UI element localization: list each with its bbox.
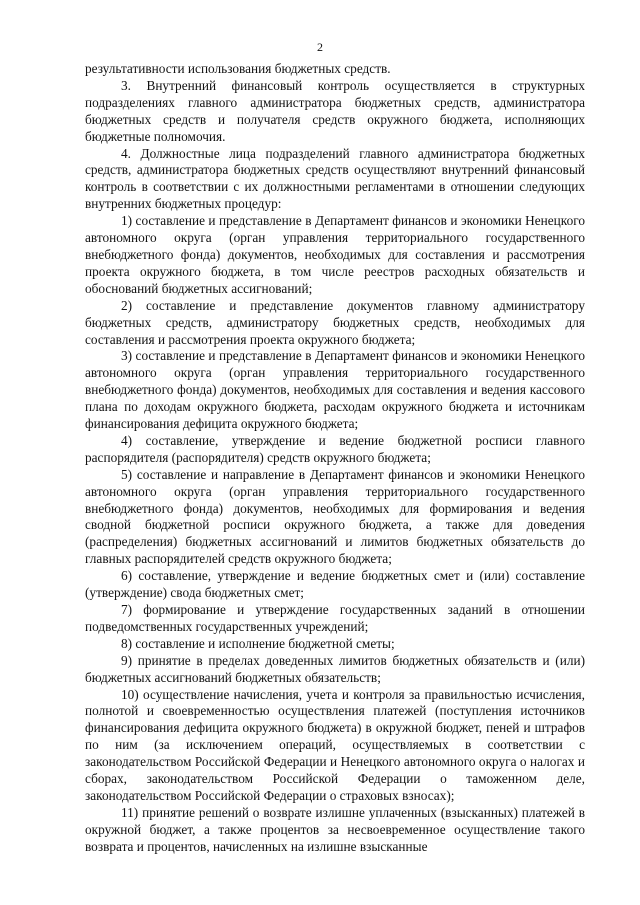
paragraph: результативности использования бюджетных средств.	[85, 61, 391, 76]
paragraph: 6) составление, утверждение и ведение бюджетных смет и (или) составление (утверждение) свода бюджетных смет;	[85, 568, 585, 601]
paragraph: 8) составление и исполнение бюджетной сметы;	[121, 635, 395, 651]
page-number: 2	[317, 40, 323, 54]
paragraph: 3) составление и представление в Департамент финансов и экономики Ненецкого автономного округа (орган управления территориального государственного внебюджетного фонда) документов, необходимых для составления и ведения кассового плана по доходам окружного бюджета, расходам окружного бюджета и источникам финансирования дефицита окружного бюджета;	[85, 348, 585, 432]
paragraph: 2) составление и представление документов главному администратору бюджетных средств, администратору бюджетных средств, необходимых для составления и рассмотрения проекта окружного бюджета;	[85, 297, 585, 347]
paragraph: 11) принятие решений о возврате излишне уплаченных (взысканных) платежей в окружной бюджет, а также процентов за несвоевременное осуществление такого возврата и процентов, начисленных на излишне взысканные	[85, 804, 585, 854]
paragraph: 4) составление, утверждение и ведение бюджетной росписи главного распорядителя (распорядителя) средств окружного бюджета;	[85, 432, 585, 465]
paragraph: 1) составление и представление в Департамент финансов и экономики Ненецкого автономного округа (орган управления территориального государственного внебюджетного фонда) документов, необходимых для составления и рассмотрения проекта окружного бюджета, в том числе реестров расходных обязательств и обоснований бюджетных ассигнований;	[85, 213, 585, 296]
paragraph: 5) составление и направление в Департамент финансов и экономики Ненецкого автономного округа (орган управления территориального государственного внебюджетного фонда) документов, необходимых для формирования и ведения сводной бюджетной росписи окружного бюджета, а также для доведения (распределения) бюджетных ассигнований и лимитов бюджетных обязательств до главных распорядителей средств окружного бюджета;	[85, 466, 585, 567]
paragraph: 9) принятие в пределах доведенных лимитов бюджетных обязательств и (или) бюджетных ассигнований бюджетных обязательств;	[85, 652, 585, 685]
document-body	[85, 61, 585, 856]
paragraph: 10) осуществление начисления, учета и контроля за правильностью исчисления, полнотой и своевременностью осуществления платежей (поступления источников финансирования дефицита окружного бюджета) в окружной бюджет, пеней и штрафов по ним (за исключением операций, осуществляемых в соответствии с законодательством Российской Федерации и Ненецкого автономного округа о налогах и сборах, законодательством Российской Федерации о таможенном деле, законодательством Российской Федерации о страховых взносах);	[85, 686, 585, 803]
paragraph: 7) формирование и утверждение государственных заданий в отношении подведомственных государственных учреждений;	[85, 602, 585, 634]
paragraph: 4. Должностные лица подразделений главного администратора бюджетных средств, администратора бюджетных средств осуществляют внутренний финансовый контроль в соответствии с их должностными регламентами в отношении следующих внутренних бюджетных процедур:	[85, 145, 585, 212]
paragraph: 3. Внутренний финансовый контроль осуществляется в структурных подразделениях главного администратора бюджетных средств, администратора бюджетных средств и получателя средств окружного бюджета, исполняющих бюджетные полномочия.	[85, 77, 585, 144]
